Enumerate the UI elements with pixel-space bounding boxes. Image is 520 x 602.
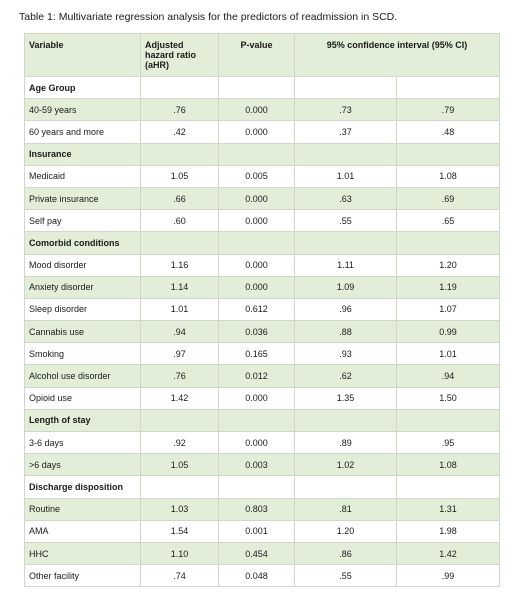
variable-cell: Self pay	[25, 210, 141, 232]
pvalue-cell: 0.000	[219, 254, 295, 276]
table-row	[25, 187, 500, 209]
table-row	[25, 276, 500, 298]
variable-cell: Sleep disorder	[25, 298, 141, 320]
pvalue-cell: 0.165	[219, 343, 295, 365]
section-label: Length of stay	[25, 409, 141, 431]
variable-cell: 3-6 days	[25, 432, 141, 454]
ci-upper-cell: .95	[397, 432, 500, 454]
empty-cell	[397, 476, 500, 498]
empty-cell	[219, 77, 295, 99]
ci-lower-cell: 1.02	[295, 454, 397, 476]
empty-cell	[141, 143, 219, 165]
section-row	[25, 143, 500, 165]
ahr-cell: .92	[141, 432, 219, 454]
ci-upper-cell: 1.08	[397, 165, 500, 187]
empty-cell	[141, 409, 219, 431]
table-row	[25, 432, 500, 454]
pvalue-cell: 0.000	[219, 276, 295, 298]
table-header-row	[25, 34, 500, 77]
table-row	[25, 254, 500, 276]
ci-lower-cell: 1.20	[295, 520, 397, 542]
pvalue-cell: 0.000	[219, 99, 295, 121]
ci-lower-cell: .93	[295, 343, 397, 365]
ci-lower-cell: .73	[295, 99, 397, 121]
variable-cell: HHC	[25, 542, 141, 564]
table-row	[25, 99, 500, 121]
empty-cell	[219, 409, 295, 431]
section-label: Insurance	[25, 143, 141, 165]
ci-lower-cell: .55	[295, 210, 397, 232]
variable-cell: Other facility	[25, 565, 141, 587]
header-variable: Variable	[25, 34, 141, 77]
ci-lower-cell: .89	[295, 432, 397, 454]
empty-cell	[141, 232, 219, 254]
empty-cell	[397, 232, 500, 254]
table-row	[25, 565, 500, 587]
variable-cell: Medicaid	[25, 165, 141, 187]
ahr-cell: 1.01	[141, 298, 219, 320]
variable-cell: Anxiety disorder	[25, 276, 141, 298]
ci-upper-cell: .94	[397, 365, 500, 387]
ahr-cell: 1.05	[141, 454, 219, 476]
variable-cell: Alcohol use disorder	[25, 365, 141, 387]
ahr-cell: .97	[141, 343, 219, 365]
pvalue-cell: 0.000	[219, 210, 295, 232]
section-label: Discharge disposition	[25, 476, 141, 498]
variable-cell: Routine	[25, 498, 141, 520]
table-row	[25, 387, 500, 409]
pvalue-cell: 0.454	[219, 542, 295, 564]
empty-cell	[295, 409, 397, 431]
pvalue-cell: 0.003	[219, 454, 295, 476]
table-row	[25, 343, 500, 365]
empty-cell	[397, 409, 500, 431]
table-row	[25, 498, 500, 520]
ci-lower-cell: .96	[295, 298, 397, 320]
variable-cell: Cannabis use	[25, 321, 141, 343]
ci-upper-cell: 1.50	[397, 387, 500, 409]
header-ahr: Adjusted hazard ratio (aHR)	[141, 34, 219, 77]
header-ci: 95% confidence interval (95% CI)	[295, 34, 500, 77]
ahr-cell: .42	[141, 121, 219, 143]
variable-cell: Opioid use	[25, 387, 141, 409]
ahr-cell: .66	[141, 187, 219, 209]
table-row	[25, 321, 500, 343]
ci-upper-cell: 1.01	[397, 343, 500, 365]
variable-cell: Mood disorder	[25, 254, 141, 276]
ci-lower-cell: .88	[295, 321, 397, 343]
variable-cell: Smoking	[25, 343, 141, 365]
ci-lower-cell: .62	[295, 365, 397, 387]
ahr-cell: .76	[141, 365, 219, 387]
table-row	[25, 365, 500, 387]
pvalue-cell: 0.000	[219, 432, 295, 454]
ci-lower-cell: .63	[295, 187, 397, 209]
ci-upper-cell: 1.98	[397, 520, 500, 542]
ahr-cell: 1.16	[141, 254, 219, 276]
ahr-cell: 1.14	[141, 276, 219, 298]
header-pvalue: P-value	[219, 34, 295, 77]
ci-upper-cell: 1.08	[397, 454, 500, 476]
table-row	[25, 520, 500, 542]
table-row	[25, 210, 500, 232]
ahr-cell: .74	[141, 565, 219, 587]
pvalue-cell: 0.001	[219, 520, 295, 542]
variable-cell: AMA	[25, 520, 141, 542]
empty-cell	[219, 476, 295, 498]
variable-cell: >6 days	[25, 454, 141, 476]
empty-cell	[397, 77, 500, 99]
pvalue-cell: 0.000	[219, 121, 295, 143]
ci-lower-cell: .81	[295, 498, 397, 520]
ci-lower-cell: 1.35	[295, 387, 397, 409]
empty-cell	[295, 77, 397, 99]
variable-cell: Private insurance	[25, 187, 141, 209]
empty-cell	[295, 143, 397, 165]
ahr-cell: .60	[141, 210, 219, 232]
pvalue-cell: 0.000	[219, 387, 295, 409]
ci-upper-cell: .48	[397, 121, 500, 143]
ci-lower-cell: 1.11	[295, 254, 397, 276]
variable-cell: 40-59 years	[25, 99, 141, 121]
ci-lower-cell: 1.09	[295, 276, 397, 298]
section-label: Comorbid conditions	[25, 232, 141, 254]
ci-upper-cell: 1.31	[397, 498, 500, 520]
ci-upper-cell: 1.19	[397, 276, 500, 298]
section-row	[25, 77, 500, 99]
pvalue-cell: 0.000	[219, 187, 295, 209]
ahr-cell: 1.42	[141, 387, 219, 409]
ci-upper-cell: 0.99	[397, 321, 500, 343]
table-row	[25, 454, 500, 476]
ci-upper-cell: 1.20	[397, 254, 500, 276]
ahr-cell: 1.03	[141, 498, 219, 520]
ci-upper-cell: 1.42	[397, 542, 500, 564]
variable-cell: 60 years and more	[25, 121, 141, 143]
ci-upper-cell: .79	[397, 99, 500, 121]
empty-cell	[295, 476, 397, 498]
section-row	[25, 232, 500, 254]
pvalue-cell: 0.803	[219, 498, 295, 520]
ci-lower-cell: 1.01	[295, 165, 397, 187]
ahr-cell: 1.10	[141, 542, 219, 564]
ahr-cell: .94	[141, 321, 219, 343]
ci-lower-cell: .55	[295, 565, 397, 587]
pvalue-cell: 0.036	[219, 321, 295, 343]
ci-lower-cell: .86	[295, 542, 397, 564]
ci-upper-cell: 1.07	[397, 298, 500, 320]
empty-cell	[397, 143, 500, 165]
table-body	[25, 77, 500, 587]
ahr-cell: 1.54	[141, 520, 219, 542]
ahr-cell: 1.05	[141, 165, 219, 187]
ci-upper-cell: .99	[397, 565, 500, 587]
table-row	[25, 165, 500, 187]
table-row	[25, 298, 500, 320]
pvalue-cell: 0.612	[219, 298, 295, 320]
table-caption: Table 1: Multivariate regression analysis for the predictors of readmission in SCD.	[19, 11, 398, 23]
pvalue-cell: 0.005	[219, 165, 295, 187]
empty-cell	[295, 232, 397, 254]
ahr-cell: .76	[141, 99, 219, 121]
empty-cell	[219, 143, 295, 165]
section-row	[25, 409, 500, 431]
section-row	[25, 476, 500, 498]
ci-upper-cell: .69	[397, 187, 500, 209]
empty-cell	[219, 232, 295, 254]
pvalue-cell: 0.048	[219, 565, 295, 587]
table-row	[25, 121, 500, 143]
empty-cell	[141, 476, 219, 498]
empty-cell	[141, 77, 219, 99]
ci-upper-cell: .65	[397, 210, 500, 232]
ci-lower-cell: .37	[295, 121, 397, 143]
table-row	[25, 542, 500, 564]
pvalue-cell: 0.012	[219, 365, 295, 387]
regression-table	[24, 33, 500, 587]
section-label: Age Group	[25, 77, 141, 99]
